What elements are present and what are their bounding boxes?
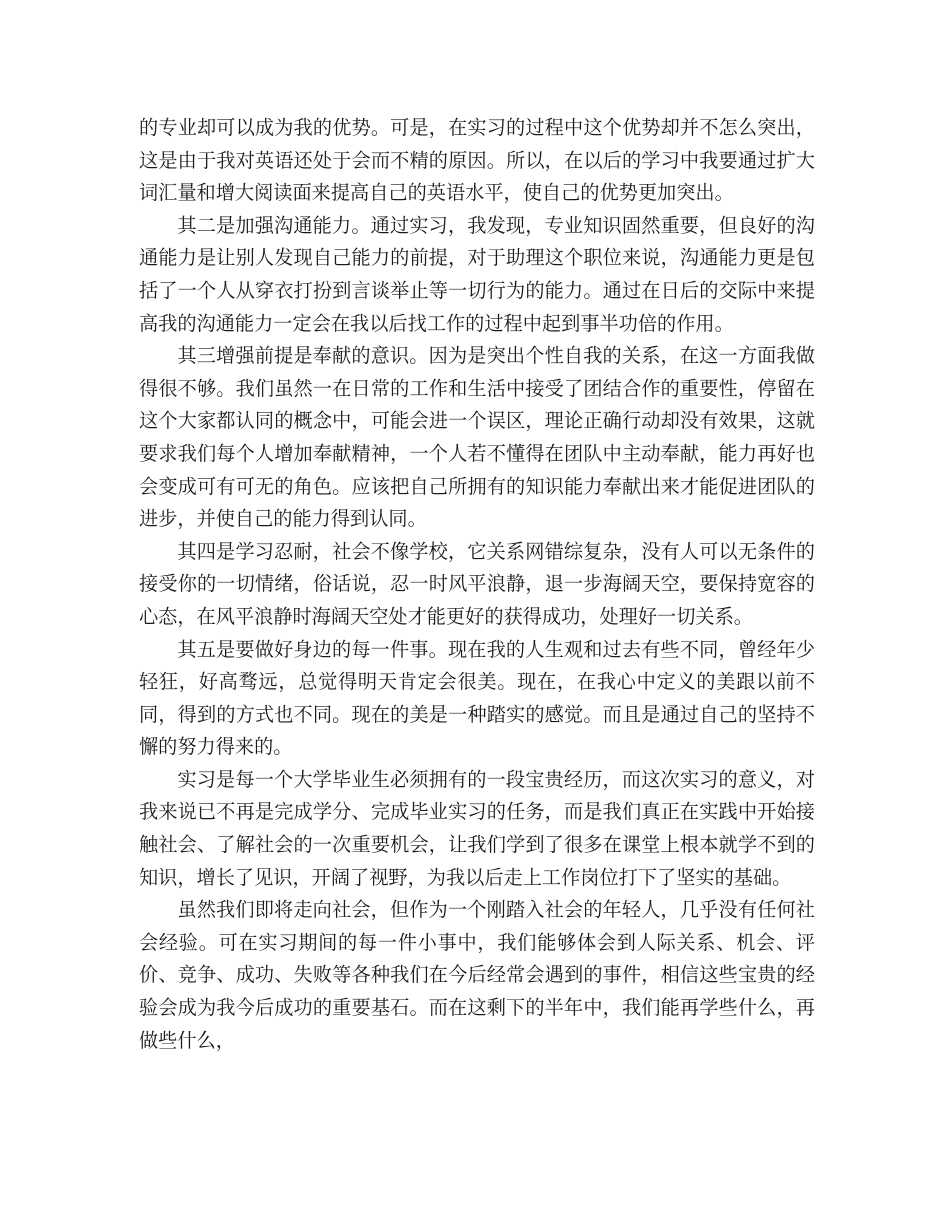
paragraph-patience: 其四是学习忍耐，社会不像学校，它关系网错综复杂，没有人可以无条件的接受你的一切情绪，俗话说，忍一时风平浪静，退一步海阔天空，要保持宽容的心态，在风平浪静时海阔天空处才能更好的获得成功，处理好一切关系。 — [139, 539, 815, 628]
document-body — [139, 112, 815, 1057]
paragraph-communication: 其二是加强沟通能力。通过实习，我发现，专业知识固然重要，但良好的沟通能力是让别人发现自己能力的前提，对于助理这个职位来说，沟通能力更是包括了一个人从穿衣打扮到言谈举止等一切行为的能力。通过在日后的交际中来提高我的沟通能力一定会在我以后找工作的过程中起到事半功倍的作用。 — [139, 213, 815, 335]
paragraph-internship-meaning: 实习是每一个大学毕业生必须拥有的一段宝贵经历，而这次实习的意义，对我来说已不再是完成学分、完成毕业实习的任务，而是我们真正在实践中开始接触社会、了解社会的一次重要机会，让我们学到了很多在课堂上根本就学不到的知识，增长了见识，开阔了视野，为我以后走上工作岗位打下了坚实的基础。 — [139, 767, 815, 889]
paragraph-daily-work: 其五是要做好身边的每一件事。现在我的人生观和过去有些不同，曾经年少轻狂，好高骛远，总觉得明天肯定会很美。现在，在我心中定义的美跟以前不同，得到的方式也不同。现在的美是一种踏实的感觉。而且是通过自己的坚持不懈的努力得来的。 — [139, 637, 815, 759]
paragraph-dedication: 其三增强前提是奉献的意识。因为是突出个性自我的关系，在这一方面我做得很不够。我们虽然一在日常的工作和生活中接受了团结合作的重要性，停留在这个大家都认同的概念中，可能会进一个误区，理论正确行动却没有效果，这就要求我们每个人增加奉献精神，一个人若不懂得在团队中主动奉献，能力再好也会变成可有可无的角色。应该把自己所拥有的知识能力奉献出来才能促进团队的进步，并使自己的能力得到认同。 — [139, 344, 815, 531]
paragraph-social-experience: 虽然我们即将走向社会，但作为一个刚踏入社会的年轻人，几乎没有任何社会经验。可在实习期间的每一件小事中，我们能够体会到人际关系、机会、评价、竞争、成功、失败等各种我们在今后经常会遇到的事件，相信这些宝贵的经验会成为我今后成功的重要基石。而在这剩下的半年中，我们能再学些什么，再做些什么， — [139, 898, 815, 1052]
paragraph-continuation: 的专业却可以成为我的优势。可是，在实习的过程中这个优势却并不怎么突出，这是由于我对英语还处于会而不精的原因。所以，在以后的学习中我要通过扩大词汇量和增大阅读面来提高自己的英语水平，使自己的优势更加突出。 — [139, 116, 815, 205]
